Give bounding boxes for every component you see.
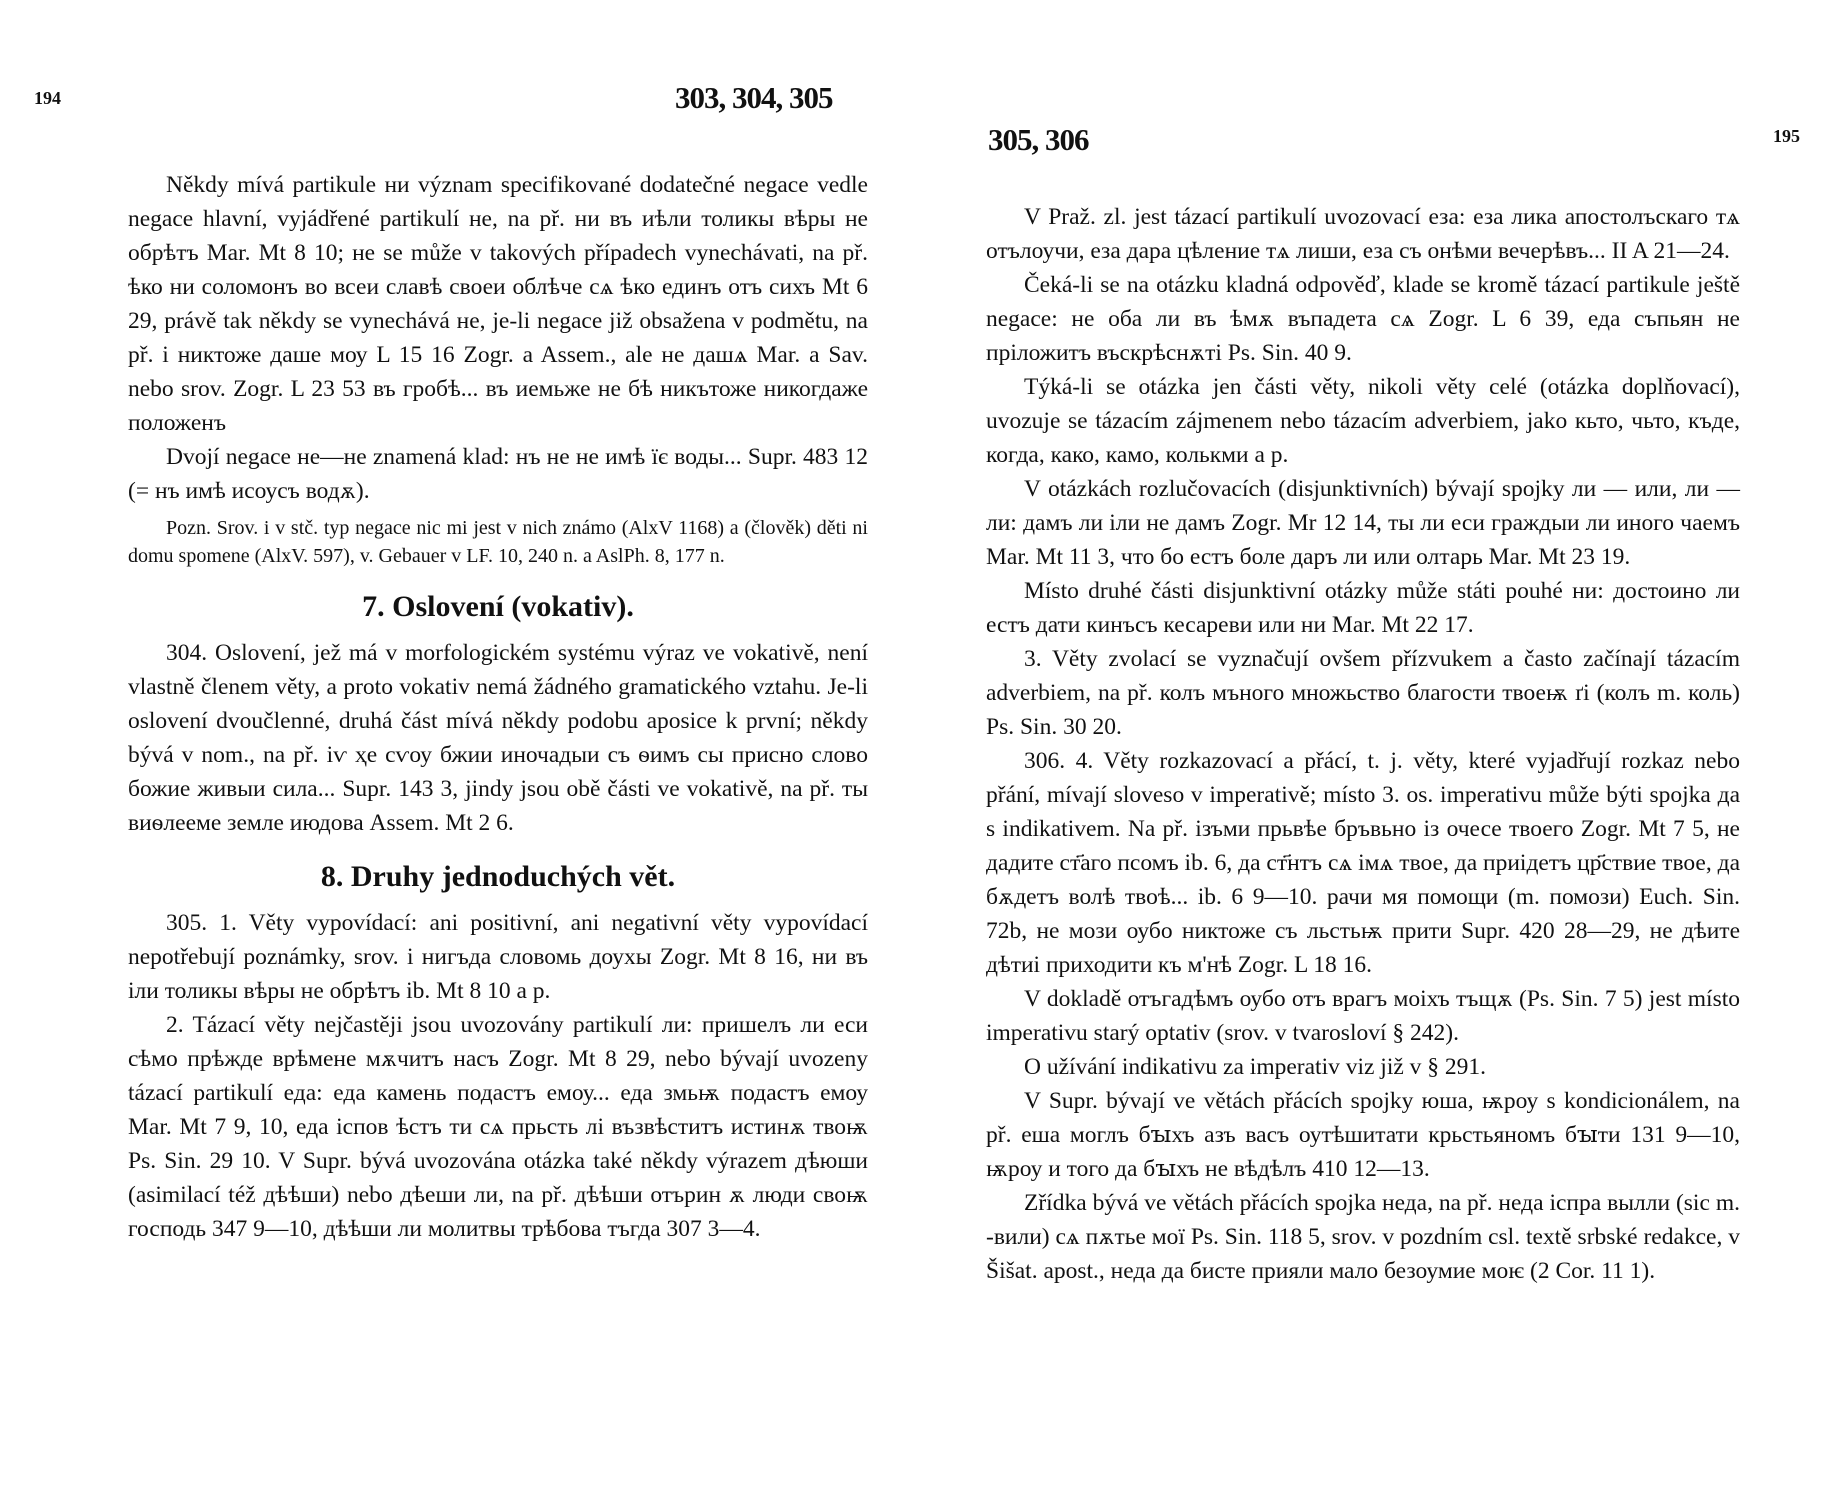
heading-oslovení: 7. Oslovení (vokativ). [362, 590, 634, 623]
right-section-marks: 305, 306 [988, 122, 1089, 157]
paragraph: Čeká-li se na otázku kladná odpověď, klade se kromě tázací partikule ještě negace: не оба ли въ ѣмѫ въпадета сѧ Zogr. L 6 39, еда съпьян не пріложитъ въскрѣснѫті Ps. Sin. 40 9. [986, 272, 1740, 366]
paragraph: O užívání indikativu za imperativ viz již v § 291. [1024, 1054, 1487, 1080]
note-paragraph: Pozn. Srov. i v stč. typ negace nic mi jest v nich známo (AlxV 1168) a (člověk) děti ni domu spomene (AlxV. 597), v. Gebauer v LF. 10, 240 n. a AslPh. 8, 177 n. [128, 517, 868, 567]
paragraph: 2. Tázací věty nejčastěji jsou uvozovány partikulí ли: пришелъ ли еси сѣмо прѣжде врѣмене мѫчитъ насъ Zogr. Mt 8 29, nebo bývají uvozeny tázací partikulí еда: еда камень подастъ емоу... еда змьѭ подастъ емоу Mar. Mt 7 9, 10, еда іспов ѣстъ ти сѧ прьсть лі възвѣститъ истинѫ твоѭ Ps. Sin. 29 10. V Supr. bývá uvozována otázka také někdy výrazem дѣюши (asimilací též дѣѣши) nebo дѣеши ли, na př. дѣѣши отърин ѫ люди своѭ господь 347 9—10, дѣѣши ли молитвы трѣбова тъгда 307 3—4. [128, 1012, 868, 1242]
paragraph: V otázkách rozlučovacích (disjunktivních) bývají spojky ли — или, ли — ли: дамъ ли іли не дамъ Zogr. Mr 12 14, ты ли еси граждыи ли иного чаемъ Mar. Mt 11 3, что бо естъ боле даръ ли или олтарь Mar. Mt 23 19. [986, 476, 1740, 570]
paragraph: Někdy mívá partikule ни význam specifikované dodatečné negace vedle negace hlavní, vyjádřené partikulí не, na př. ни въ иѣли толикы вѣры не обрѣтъ Mar. Mt 8 10; не se může v takových případech vynechávati, na př. ѣко ни соломонъ во всеи славѣ своеи облѣче сѧ ѣко единъ отъ сихъ Mt 6 29, právě tak někdy se vynechává не, je-li negace již obsažena v podmětu, na př. і никтоже даше моу L 15 16 Zogr. a Assem., ale не дашѧ Mar. a Sav. nebo srov. Zogr. L 23 53 въ гробѣ... въ иемьже не бѣ никътоже никогдаже положенъ [128, 172, 868, 436]
paragraph: V dokladě отъгадѣмъ оубо отъ врагъ моіхъ тъщѫ (Ps. Sin. 7 5) jest místo imperativu starý optativ (srov. v tvarosloví § 242). [986, 986, 1740, 1046]
paragraph: Místo druhé části disjunktivní otázky může státi pouhé ни: достоино ли естъ дати кинъсъ кесареви или ни Mar. Mt 22 17. [986, 578, 1740, 638]
paragraph: 306. 4. Věty rozkazovací a přácí, t. j. věty, které vyjadřují rozkaz nebo přání, mívají sloveso v imperativě; místo 3. os. imperativu může býti spojka да s indikativem. Na př. ізъми прьвѣе бръвьно із очесе твоего Zogr. Mt 7 5, не дадите ст҃аго псомъ ib. 6, да ст҃нтъ сѧ імѧ твое, да приідетъ цр҃ствие твое, да бѫдетъ волѣ твоѣ... ib. 6 9—10. рачи мя помощи (m. помози) Euch. Sin. 72b, не мози оубо никтоже съ льстьѭ прити Supr. 420 28—29, не дѣите дѣтиі приходити къ м'нѣ Zogr. L 18 16. [986, 748, 1740, 978]
left-section-marks: 303, 304, 305 [675, 80, 833, 115]
paragraph: 3. Věty zvolací se vyznačují ovšem přízvukem a často začínají tázacím adverbiem, na př. колъ мъного множьство благости твоеѭ ґі (колъ m. коль) Ps. Sin. 30 20. [986, 646, 1740, 740]
paragraph: V Supr. bývají ve větách přácích spojky юша, ѭроу s kondicionálem, na př. еша моглъ бꙑхъ азъ васъ оутѣшитати крьстьяномъ бꙑти 131 9—10, ѭроу и того да бꙑхъ не вѣдѣлъ 410 12—13. [986, 1088, 1740, 1182]
paragraph: 305. 1. Věty vypovídací: ani positivní, ani negativní věty vypovídací nepotřebují poznámky, srov. і нигъда словомь доуxы Zogr. Mt 8 16, ни въ іли толикы вѣры не обрѣтъ ib. Mt 8 10 a p. [128, 910, 868, 1004]
paragraph: Týká-li se otázka jen části věty, nikoli věty celé (otázka doplňovací), uvozuje se tázacím zájmenem nebo tázacím adverbiem, jako кьто, чьто, къде, когда, како, камо, колькми a p. [986, 374, 1740, 468]
right-page-text [986, 200, 1740, 1288]
paragraph: V Praž. zl. jest tázací partikulí uvozovací еза: еза лика апостолъскаго тѧ отълоучи, еза дара цѣление тѧ лиши, еза съ онѣми вечерѣвъ... II A 21—24. [986, 204, 1740, 264]
left-page-number: 194 [34, 88, 61, 108]
left-page-text [128, 168, 868, 1246]
paragraph: 304. Oslovení, jež má v morfologickém systému výraz ve vokativě, není vlastně členem věty, a proto vokativ nemá žádného gramatického vztahu. Je-li oslovení dvoučlenné, druhá část mívá někdy podobu aposice k první; někdy bývá v nom., na př. іѵ ҳе сѵоу бжии иночадыи съ ѳимъ сы присно слово божие живыи сила... Supr. 143 3, jindy jsou obě části ve vokativě, na př. ты виѳлееме земле июдова Assem. Mt 2 6. [128, 640, 868, 836]
right-page-number: 195 [1773, 126, 1800, 146]
paragraph: Zřídka bývá ve větách přácích spojka неда, na př. неда іспра вылли (sic m. -вили) сѧ пѫтье мої Ps. Sin. 118 5, srov. v pozdním csl. textě srbské redakce, v Šišat. apost., неда да бисте прияли мало безоумие моѥ (2 Cor. 11 1). [986, 1190, 1740, 1284]
heading-druhy-vet: 8. Druhy jednoduchých vět. [320, 860, 676, 893]
right-page [922, 0, 1844, 1500]
paragraph: Dvojí negace не—не znamená klad: нъ не не имѣ їє воды... Supr. 483 12 (= нъ имѣ исоусъ водѫ). [128, 444, 868, 504]
